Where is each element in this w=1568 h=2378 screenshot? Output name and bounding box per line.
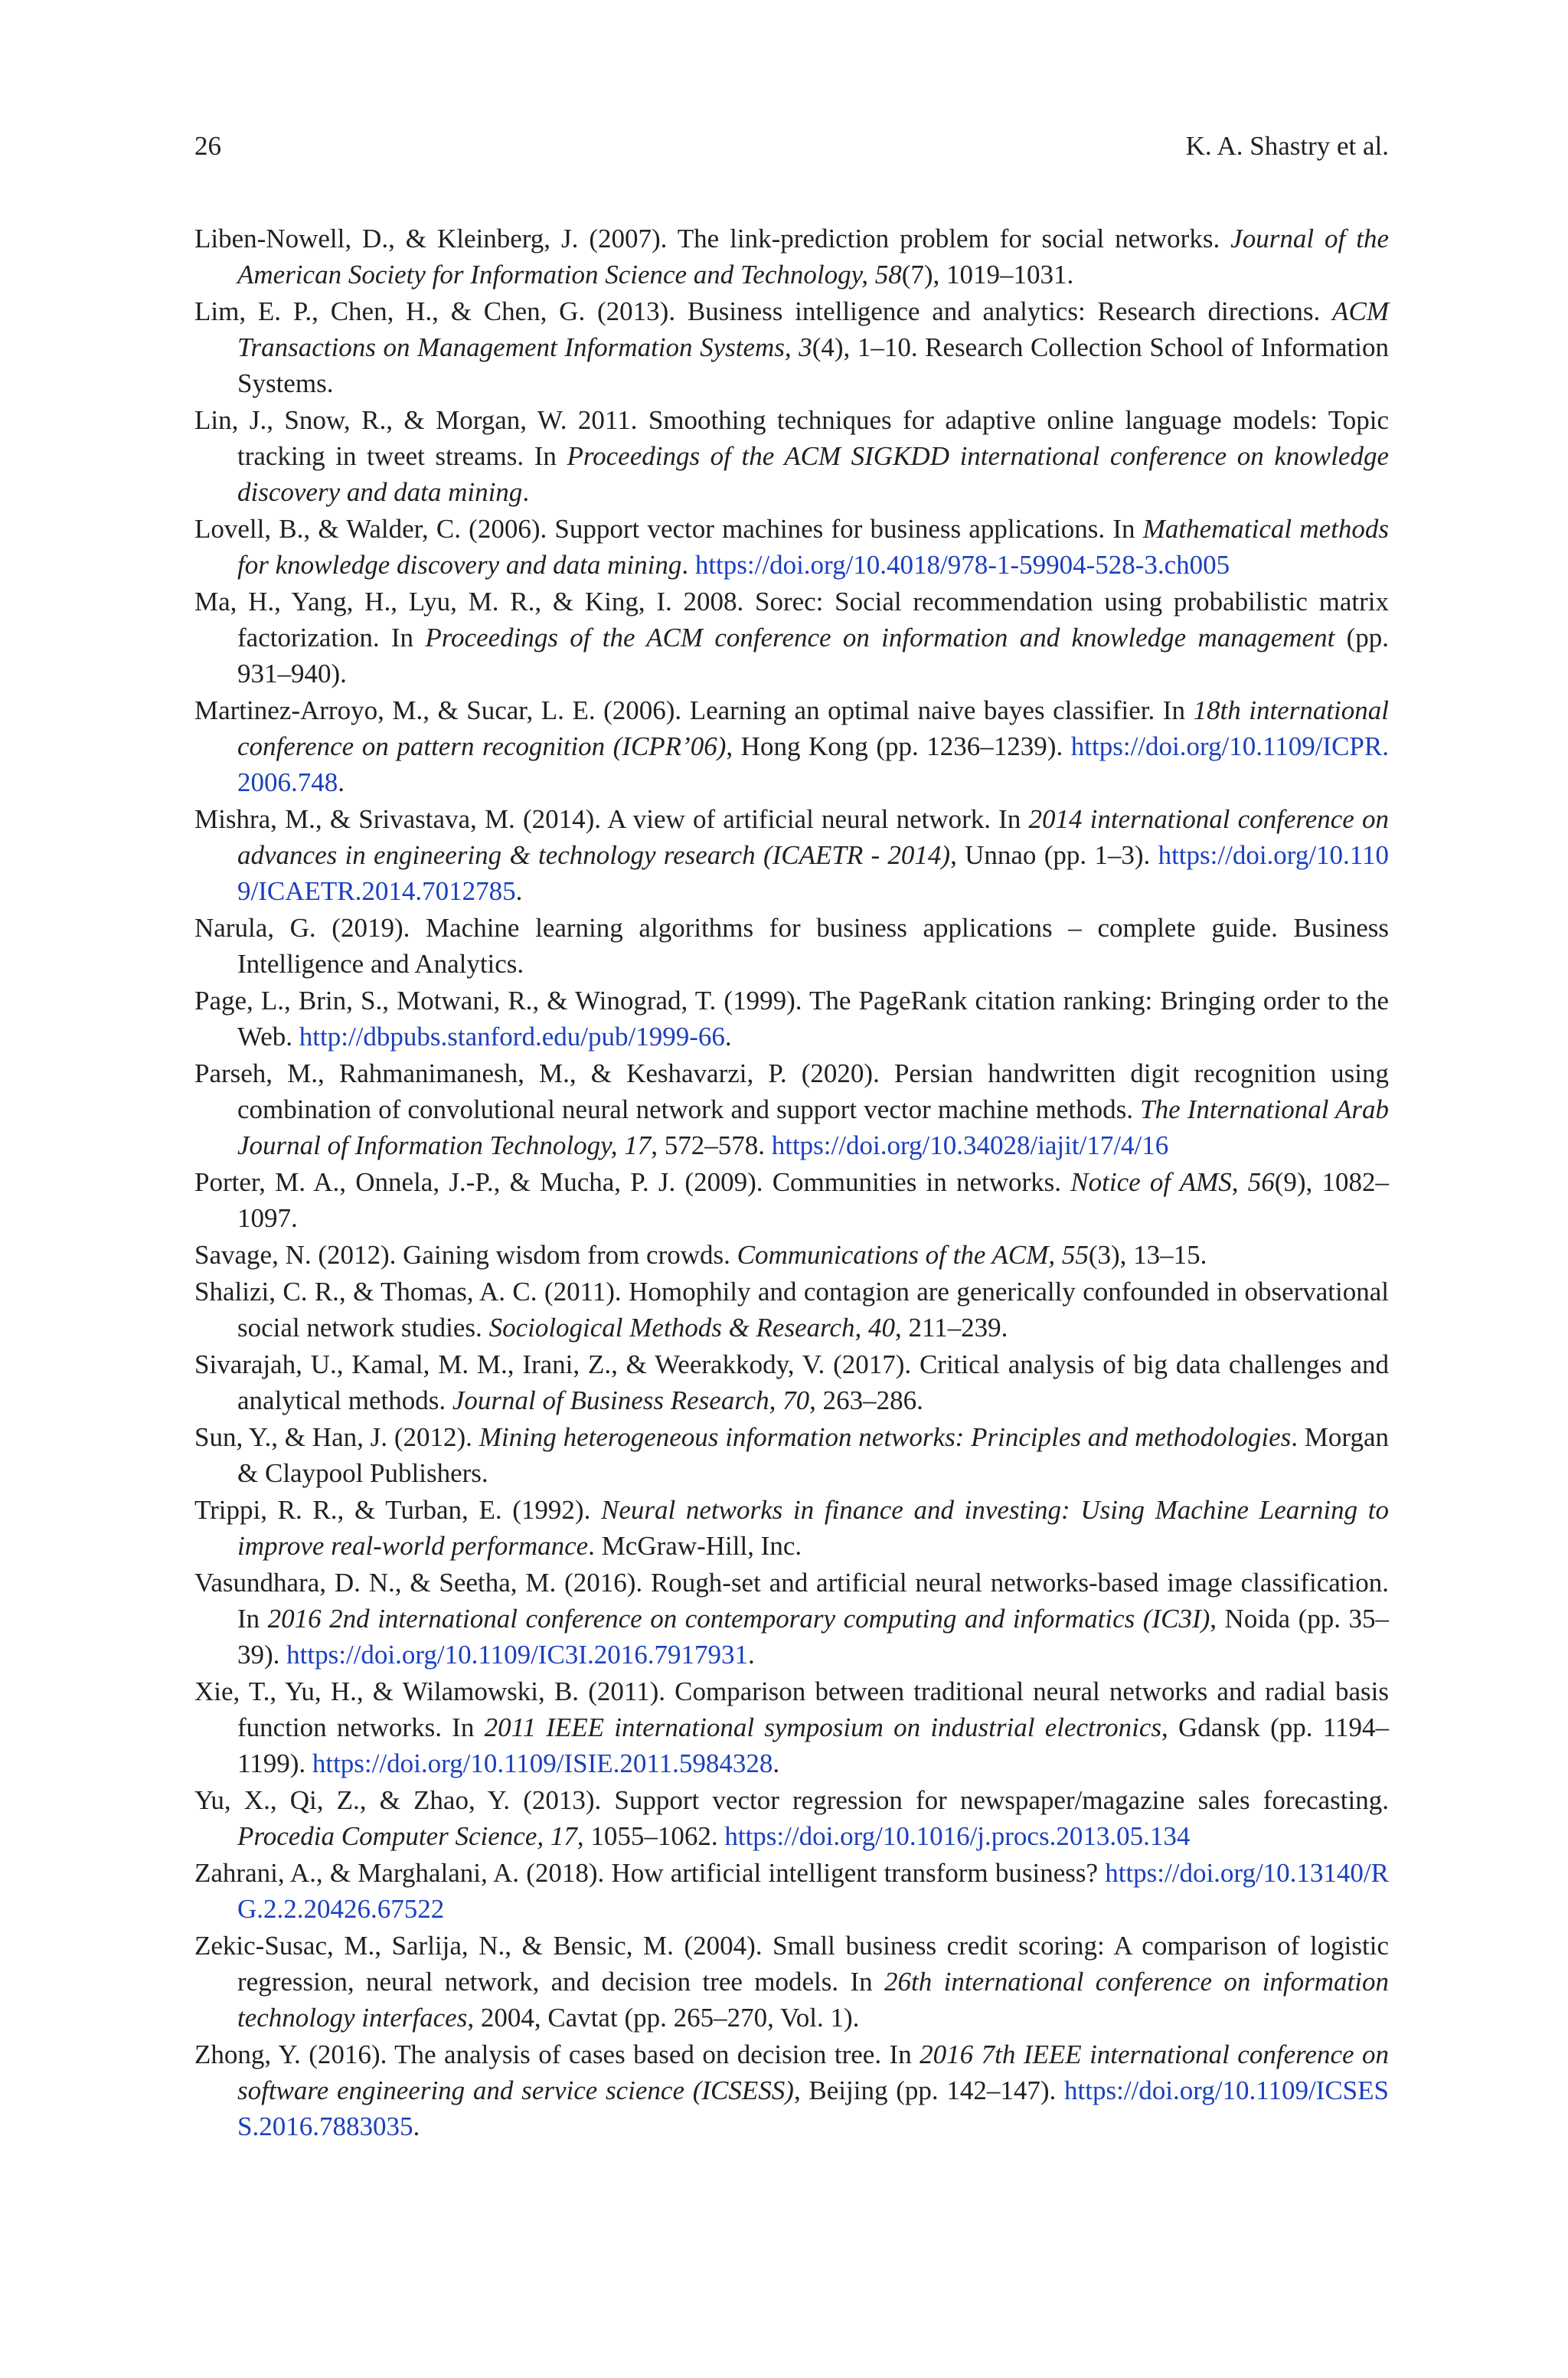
reference-text: Narula, G. (2019). Machine learning algorithms for business applications – complete guide. Business Intelligence and Analytics. [194, 913, 1389, 979]
reference-entry [194, 1928, 1389, 2036]
reference-doi-link[interactable]: https://doi.org/10.1016/j.procs.2013.05.134 [724, 1821, 1191, 1851]
reference-entry [194, 1055, 1389, 1163]
reference-doi-link[interactable]: http://dbpubs.stanford.edu/pub/1999-66 [299, 1022, 725, 1052]
reference-doi-link[interactable]: https://doi.org/10.1109/ICPR.2006.748 [237, 731, 1389, 797]
reference-text: . [522, 477, 530, 507]
reference-entry [194, 402, 1389, 510]
reference-text: (3), 13–15. [1088, 1240, 1207, 1270]
reference-doi-link[interactable]: https://doi.org/10.1109/IC3I.2016.7917931 [286, 1640, 748, 1670]
reference-text: Parseh, M., Rahmanimanesh, M., & Keshavarzi, P. (2020). Persian handwritten digit recognition using combination of convolutional neural network and support vector machine methods. [194, 1058, 1389, 1124]
reference-text: Zahrani, A., & Marghalani, A. (2018). How artificial intelligent transform business? [194, 1858, 1106, 1888]
reference-entry [194, 511, 1389, 583]
reference-title: Neural networks in finance and investing: Using Machine Learning to improve real-world performance [237, 1495, 1389, 1561]
reference-title: Sociological Methods & Research, 40 [488, 1313, 895, 1343]
reference-doi-link[interactable]: https://doi.org/10.1109/ISIE.2011.5984328 [312, 1748, 773, 1778]
reference-text: , Hong Kong (pp. 1236–1239). [726, 731, 1071, 761]
reference-title: Proceedings of the ACM conference on information and knowledge management [425, 623, 1335, 653]
reference-title: 2014 international conference on advances in engineering & technology research (ICAETR - 2014) [237, 804, 1389, 870]
reference-text: (4), 1–10. Research Collection School of Information Systems. [237, 332, 1390, 398]
reference-text: , 2004, Cavtat (pp. 265–270, Vol. 1). [467, 2003, 860, 2033]
reference-title: 2011 IEEE international symposium on industrial electronics [484, 1712, 1161, 1742]
reference-text: Sivarajah, U., Kamal, M. M., Irani, Z., & Weerakkody, V. (2017). Critical analysis of big data challenges and analytical methods. [194, 1349, 1389, 1415]
reference-doi-link[interactable]: https://doi.org/10.34028/iajit/17/4/16 [771, 1130, 1169, 1160]
reference-text: (7), 1019–1031. [901, 260, 1074, 289]
reference-title: Mathematical methods for knowledge discovery and data mining [237, 514, 1389, 580]
reference-entry [194, 1855, 1389, 1927]
reference-entry [194, 910, 1389, 982]
reference-entry [194, 293, 1389, 401]
reference-text: . [338, 767, 345, 797]
reference-text: . Morgan & Claypool Publishers. [237, 1422, 1389, 1488]
reference-entry [194, 1164, 1389, 1236]
reference-text: . [773, 1748, 780, 1778]
reference-text: Shalizi, C. R., & Thomas, A. C. (2011). Homophily and contagion are generically confounded in observational social network studies. [194, 1277, 1389, 1343]
reference-text: . [747, 1640, 755, 1670]
reference-entry [194, 692, 1389, 800]
reference-text: , Noida (pp. 35–39). [237, 1604, 1390, 1670]
reference-doi-link[interactable]: https://doi.org/10.1109/ICSESS.2016.7883035 [237, 2075, 1389, 2141]
reference-entry [194, 221, 1389, 293]
reference-text: Ma, H., Yang, H., Lyu, M. R., & King, I. 2008. Sorec: Social recommendation using probabilistic matrix factorization. In [194, 587, 1389, 653]
reference-text: Martinez-Arroyo, M., & Sucar, L. E. (2006). Learning an optimal naive bayes classifier. In [194, 695, 1194, 725]
reference-title: Procedia Computer Science, 17 [237, 1821, 577, 1851]
reference-title: 2016 7th IEEE international conference on software engineering and service science (ICSESS) [237, 2039, 1389, 2105]
reference-entry [194, 1274, 1389, 1346]
reference-text: , 1055–1062. [577, 1821, 725, 1851]
reference-text: , 572–578. [651, 1130, 772, 1160]
reference-title: Mining heterogeneous information networks: Principles and methodologies [479, 1422, 1292, 1452]
page-header [194, 127, 1389, 165]
reference-text: Lin, J., Snow, R., & Morgan, W. 2011. Smoothing techniques for adaptive online language models: Topic tracking in tweet streams. In [194, 405, 1389, 471]
reference-entry [194, 1419, 1389, 1491]
reference-title: 26th international conference on information technology interfaces [237, 1967, 1389, 2033]
reference-text: Liben-Nowell, D., & Kleinberg, J. (2007). The link-prediction problem for social networks. [194, 224, 1231, 254]
running-head: K. A. Shastry et al. [1185, 131, 1389, 161]
reference-text: , Beijing (pp. 142–147). [793, 2075, 1065, 2105]
page-number: 26 [194, 131, 221, 161]
reference-entry [194, 1673, 1389, 1781]
reference-entry [194, 584, 1389, 692]
reference-text: Porter, M. A., Onnela, J.-P., & Mucha, P. J. (2009). Communities in networks. [194, 1167, 1071, 1197]
reference-entry [194, 1346, 1389, 1418]
reference-list [194, 221, 1389, 2145]
reference-entry [194, 2036, 1389, 2144]
reference-doi-link[interactable]: https://doi.org/10.4018/978-1-59904-528-3.ch005 [694, 550, 1230, 580]
reference-text: Zhong, Y. (2016). The analysis of cases based on decision tree. In [194, 2039, 920, 2069]
reference-doi-link[interactable]: https://doi.org/10.1109/ICAETR.2014.7012785 [237, 840, 1389, 906]
reference-text: , 211–239. [894, 1313, 1008, 1343]
reference-text: (pp. 931–940). [237, 623, 1389, 689]
reference-text: Xie, T., Yu, H., & Wilamowski, B. (2011). Comparison between traditional neural networks and radial basis function networks. In [194, 1676, 1389, 1742]
reference-text: Page, L., Brin, S., Motwani, R., & Winograd, T. (1999). The PageRank citation ranking: Bringing order to the Web. [194, 986, 1389, 1052]
reference-text: Sun, Y., & Han, J. (2012). [194, 1422, 479, 1452]
reference-title: Proceedings of the ACM SIGKDD international conference on knowledge discovery and data mining [237, 441, 1389, 507]
reference-text: Lim, E. P., Chen, H., & Chen, G. (2013). Business intelligence and analytics: Research directions. [194, 296, 1333, 326]
reference-text: Vasundhara, D. N., & Seetha, M. (2016). Rough-set and artificial neural networks-based image classification. In [194, 1568, 1389, 1634]
reference-title: The International Arab Journal of Information Technology, 17 [237, 1094, 1389, 1160]
reference-entry [194, 801, 1389, 909]
reference-doi-link[interactable]: https://doi.org/10.13140/RG.2.2.20426.67522 [237, 1858, 1389, 1924]
reference-text: Yu, X., Qi, Z., & Zhao, Y. (2013). Support vector regression for newspaper/magazine sales forecasting. [194, 1785, 1389, 1815]
reference-text: . [724, 1022, 732, 1052]
reference-entry [194, 1782, 1389, 1854]
reference-text: . [681, 550, 695, 580]
reference-entry [194, 983, 1389, 1055]
reference-entry [194, 1492, 1389, 1564]
reference-title: Journal of Business Research, 70 [452, 1385, 810, 1415]
reference-text: Zekic-Susac, M., Sarlija, N., & Bensic, M. (2004). Small business credit scoring: A comparison of logistic regression, neural network, and decision tree models. In [194, 1931, 1389, 1997]
reference-text: . [413, 2111, 420, 2141]
reference-title: ACM Transactions on Management Information Systems, 3 [237, 296, 1389, 362]
reference-title: Journal of the American Society for Information Science and Technology, 58 [237, 224, 1389, 289]
reference-text: . McGraw-Hill, Inc. [588, 1531, 802, 1561]
reference-text: Trippi, R. R., & Turban, E. (1992). [194, 1495, 601, 1525]
reference-text: , Unnao (pp. 1–3). [950, 840, 1158, 870]
reference-text: Savage, N. (2012). Gaining wisdom from crowds. [194, 1240, 737, 1270]
reference-title: 18th international conference on pattern recognition (ICPR’06) [237, 695, 1389, 761]
reference-text: (9), 1082–1097. [237, 1167, 1390, 1233]
reference-title: 2016 2nd international conference on contemporary computing and informatics (IC3I) [267, 1604, 1210, 1634]
reference-entry [194, 1565, 1389, 1673]
reference-title: Notice of AMS, 56 [1070, 1167, 1275, 1197]
reference-text: . [515, 876, 523, 906]
reference-text: Lovell, B., & Walder, C. (2006). Support vector machines for business applications. In [194, 514, 1143, 544]
reference-text: , 263–286. [809, 1385, 923, 1415]
reference-text: Mishra, M., & Srivastava, M. (2014). A view of artificial neural network. In [194, 804, 1029, 834]
reference-title: Communications of the ACM, 55 [737, 1240, 1089, 1270]
reference-entry [194, 1237, 1389, 1273]
reference-text: , Gdansk (pp. 1194–1199). [237, 1712, 1390, 1778]
